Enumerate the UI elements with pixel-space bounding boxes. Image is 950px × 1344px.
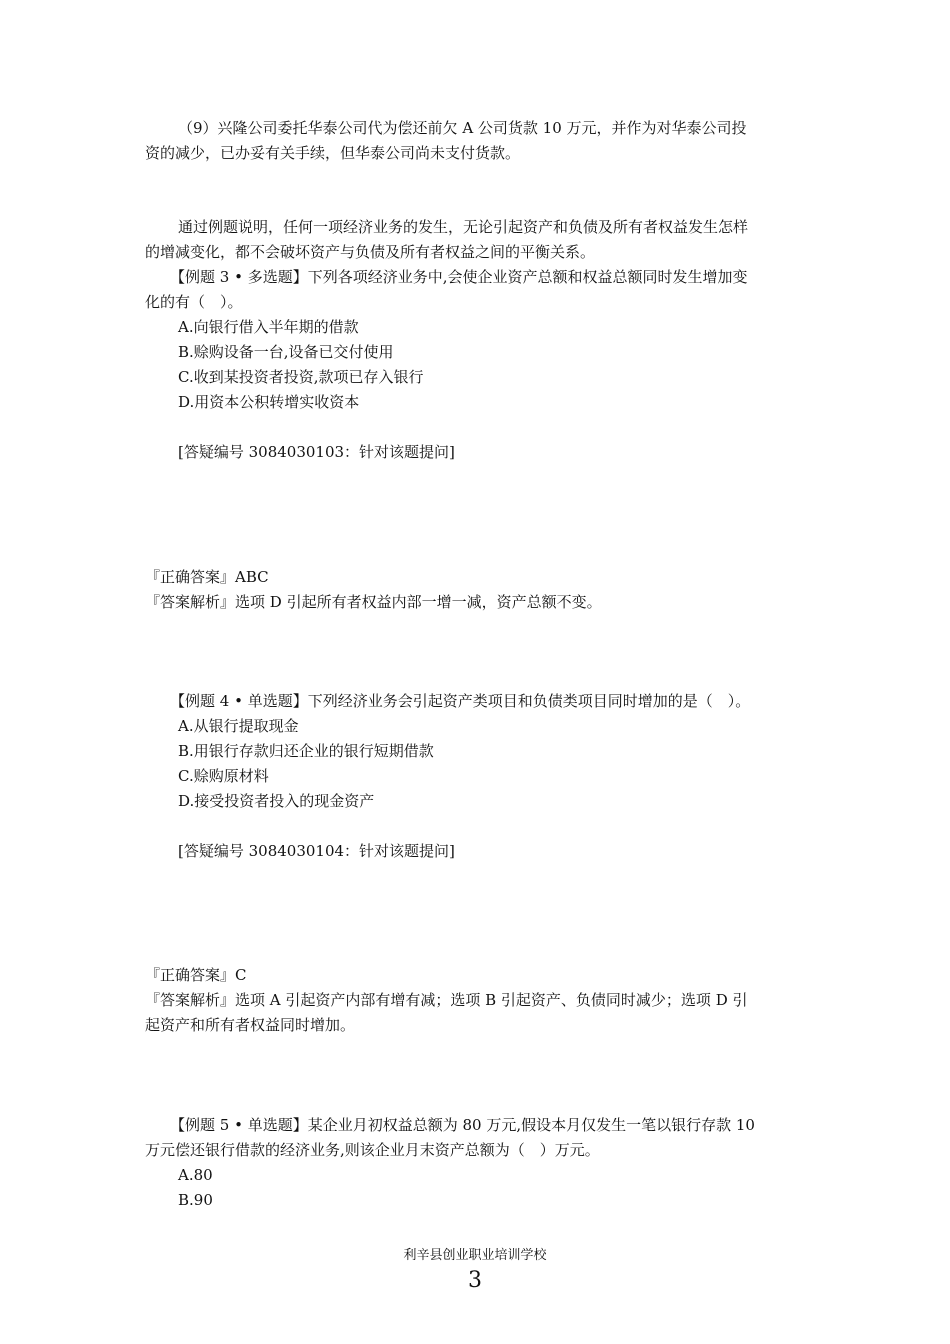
item9-line1: （9）兴隆公司委托华泰公司代为偿还前欠 A 公司货款 10 万元，并作为对华泰公司投 <box>178 119 747 137</box>
ex3-option-c: C.收到某投资者投资,款项已存入银行 <box>178 368 424 386</box>
ex4-qa-ref: [答疑编号 3084030104：针对该题提问] <box>178 842 455 860</box>
ex4-question-line1: 【例题 4 • 单选题】下列经济业务会引起资产类项目和负债类项目同时增加的是（ ）。 <box>170 692 751 710</box>
ex4-option-a: A.从银行提取现金 <box>178 717 299 735</box>
item9-line2: 资的减少，已办妥有关手续，但华泰公司尚未支付货款。 <box>145 144 521 162</box>
ex4-option-d: D.接受投资者投入的现金资产 <box>178 792 375 810</box>
ex5-question-line2: 万元偿还银行借款的经济业务,则该企业月末资产总额为（ ）万元。 <box>145 1141 600 1159</box>
ex3-analysis: 『答案解析』选项 D 引起所有者权益内部一增一减，资产总额不变。 <box>145 593 602 611</box>
ex3-question-line1: 【例题 3 • 多选题】下列各项经济业务中,会使企业资产总额和权益总额同时发生增加变 <box>170 268 748 286</box>
ex3-option-d: D.用资本公积转增实收资本 <box>178 393 360 411</box>
ex3-option-b: B.赊购设备一台,设备已交付使用 <box>178 343 394 361</box>
ex5-option-a: A.80 <box>178 1166 213 1184</box>
ex4-analysis-line2: 起资产和所有者权益同时增加。 <box>145 1016 356 1034</box>
ex4-option-c: C.赊购原材料 <box>178 767 269 785</box>
summary-line2: 的增减变化，都不会破坏资产与负债及所有者权益之间的平衡关系。 <box>145 243 596 261</box>
footer-school-name: 利辛县创业职业培训学校 <box>403 1248 547 1263</box>
ex4-answer: 『正确答案』C <box>145 966 247 984</box>
ex5-question-line1: 【例题 5 • 单选题】某企业月初权益总额为 80 万元,假设本月仅发生一笔以银行存款 10 <box>170 1116 755 1134</box>
ex3-answer: 『正确答案』ABC <box>145 568 269 586</box>
ex3-question-line2: 化的有（ ）。 <box>145 293 243 311</box>
ex4-option-b: B.用银行存款归还企业的银行短期借款 <box>178 742 434 760</box>
ex3-option-a: A.向银行借入半年期的借款 <box>178 318 359 336</box>
ex3-qa-ref: [答疑编号 3084030103：针对该题提问] <box>178 443 455 461</box>
ex5-option-b: B.90 <box>178 1191 213 1209</box>
page-number: 3 <box>468 1268 482 1293</box>
ex4-analysis-line1: 『答案解析』选项 A 引起资产内部有增有减；选项 B 引起资产、负债同时减少；选项 D 引 <box>145 991 748 1009</box>
summary-line1: 通过例题说明，任何一项经济业务的发生，无论引起资产和负债及所有者权益发生怎样 <box>178 218 749 236</box>
